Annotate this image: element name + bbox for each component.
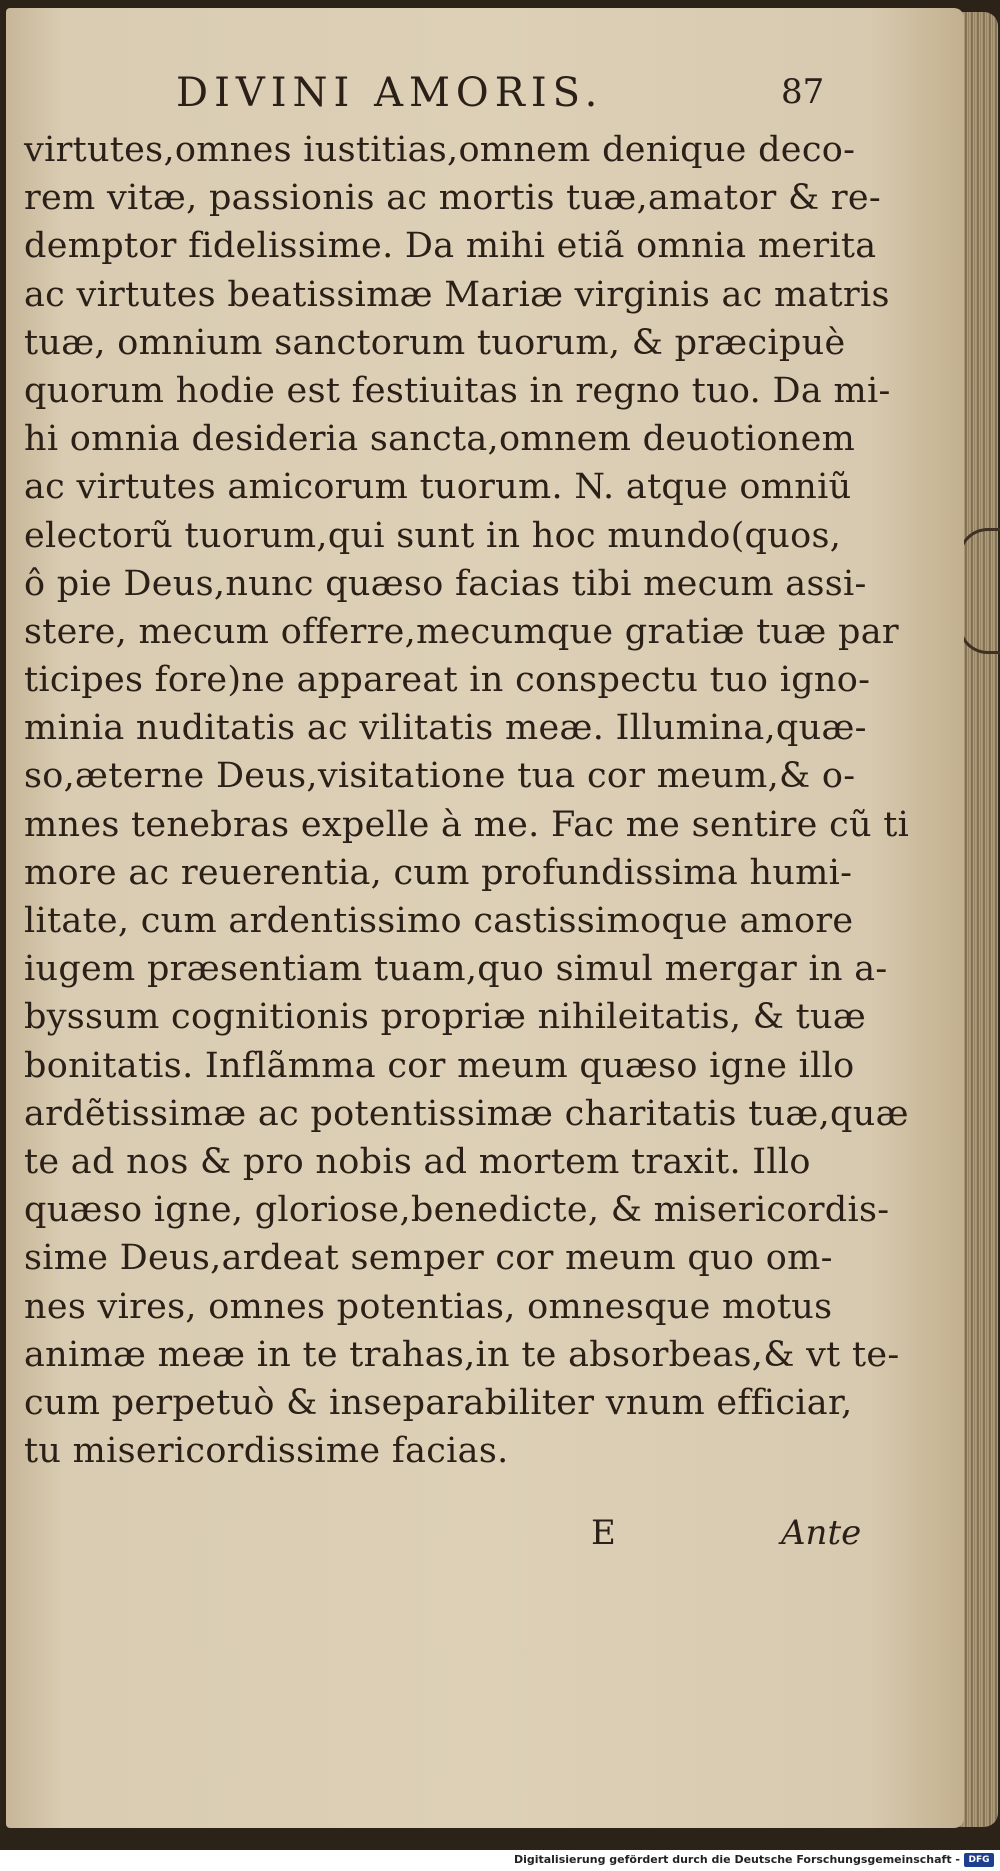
text-line: more ac reuerentia, cum profundissima humi- xyxy=(24,852,853,893)
text-line: te ad nos & pro nobis ad mortem traxit. Illo xyxy=(24,1141,811,1182)
text-line: quorum hodie est festiuitas in regno tuo. Da mi- xyxy=(24,370,891,411)
text-line: byssum cognitionis propriæ nihileitatis, & tuæ xyxy=(24,997,867,1038)
text-line: minia nuditatis ac vilitatis meæ. Illumina,quæ- xyxy=(24,708,867,749)
dfg-logo: DFG xyxy=(964,1853,994,1867)
text-line: tu misericordissime facias. xyxy=(24,1431,509,1472)
body-text xyxy=(24,126,910,1475)
text-line: ac virtutes amicorum tuorum. N. atque omniũ xyxy=(24,467,852,508)
page-footer-marks xyxy=(591,1513,911,1563)
signature-mark: E xyxy=(591,1513,616,1553)
text-line: so,æterne Deus,visitatione tua cor meum,& o- xyxy=(24,756,856,797)
digitization-credit: Digitalisierung gefördert durch die Deutsche Forschungsgemeinschaft - xyxy=(513,1853,960,1866)
text-line: iugem præsentiam tuam,quo simul mergar in a- xyxy=(24,949,888,990)
text-line: virtutes,omnes iustitias,omnem denique deco- xyxy=(24,130,856,170)
text-line: mnes tenebras expelle à me. Fac me sentire cũ ti xyxy=(24,804,910,845)
book-page xyxy=(6,8,964,1828)
text-line: animæ meæ in te trahas,in te absorbeas,& vt te- xyxy=(24,1334,900,1375)
text-line: rem vitæ, passionis ac mortis tuæ,amator & re- xyxy=(24,178,882,219)
text-line: litate, cum ardentissimo castissimoque amore xyxy=(24,901,854,941)
text-line: nes vires, omnes potentias, omnesque motus xyxy=(24,1286,833,1327)
page-header xyxy=(176,70,896,130)
text-line: quæso igne, gloriose,benedicte, & misericordis- xyxy=(24,1190,890,1231)
text-line: tuæ, omnium sanctorum tuorum, & præcipuè xyxy=(24,322,846,363)
text-line: ticipes fore)ne appareat in conspectu tuo igno- xyxy=(24,660,871,701)
text-line: hi omnia desideria sancta,omnem deuotionem xyxy=(24,419,856,460)
book-clasp xyxy=(958,528,1000,654)
page-number: 87 xyxy=(781,72,825,112)
text-line: bonitatis. Inflãmma cor meum quæso igne illo xyxy=(24,1045,855,1086)
catchword: Ante xyxy=(781,1513,862,1553)
running-title: DIVINI AMORIS. xyxy=(176,70,604,116)
text-line: demptor fidelissime. Da mihi etiã omnia merita xyxy=(24,226,877,267)
text-line: ac virtutes beatissimæ Mariæ virginis ac matris xyxy=(24,274,890,315)
text-line: cum perpetuò & inseparabiliter vnum efficiar, xyxy=(24,1382,853,1423)
text-line: ardẽtissimæ ac potentissimæ charitatis tuæ,quæ xyxy=(24,1093,909,1134)
text-line: ô pie Deus,nunc quæso facias tibi mecum assi- xyxy=(24,563,867,604)
text-line: electorũ tuorum,qui sunt in hoc mundo(quos, xyxy=(24,515,842,556)
text-line: stere, mecum offerre,mecumque gratiæ tuæ par xyxy=(24,611,899,652)
text-line: sime Deus,ardeat semper cor meum quo om- xyxy=(24,1238,833,1279)
